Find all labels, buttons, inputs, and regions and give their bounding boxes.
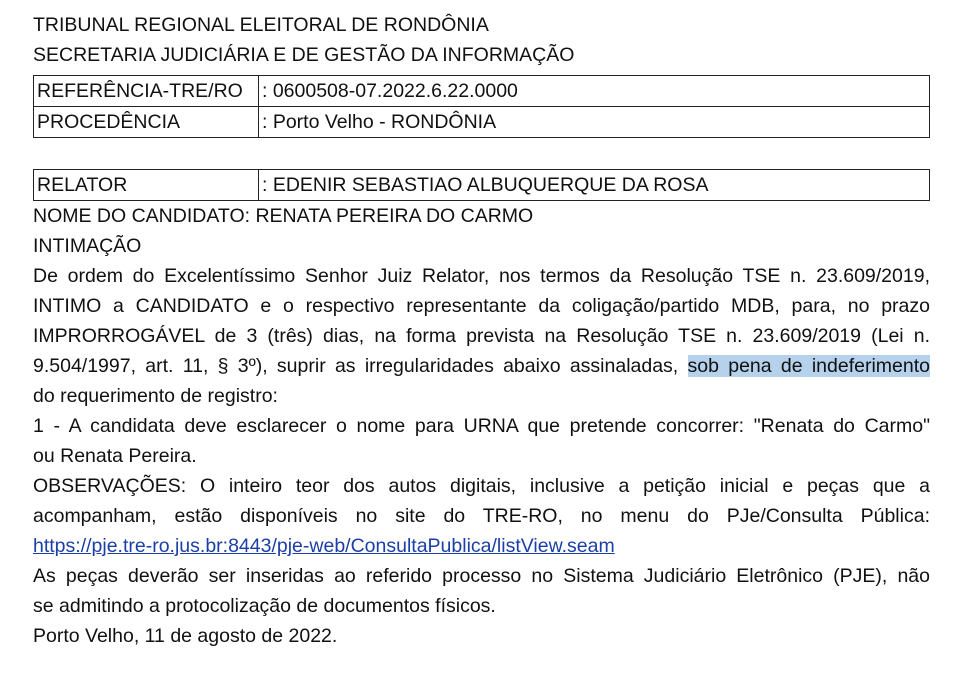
table-row (34, 107, 930, 138)
table-row (34, 170, 930, 201)
intimation-body (33, 261, 930, 411)
item-1 (33, 411, 930, 471)
documents-note (33, 561, 930, 621)
rapporteur-label: RELATOR (34, 170, 259, 201)
note-line: As peças deverão ser inseridas ao referido processo no Sistema Judiciário Eletrônico (PJE), não (33, 565, 930, 587)
highlighted-text[interactable]: sob pena de indeferimento (687, 355, 930, 377)
body-line: INTIMO a CANDIDATO e o respectivo representante da coligação/partido MDB, para, no prazo (33, 295, 930, 317)
body-line: IMPRORROGÁVEL de 3 (três) dias, na forma prevista na Resolução TSE n. 23.609/2019 (Lei n. (33, 325, 930, 347)
obs-line: OBSERVAÇÕES: O inteiro teor dos autos digitais, inclusive a petição inicial e peças que a (33, 475, 930, 497)
candidate-name: NOME DO CANDIDATO: RENATA PEREIRA DO CARMO (33, 205, 534, 227)
body-text: 9.504/1997, art. 11, § 3º), suprir as irregularidades abaixo assinaladas, (33, 355, 679, 377)
note-line: se admitindo a protocolização de documentos físicos. (33, 595, 496, 617)
observations (33, 471, 930, 561)
body-line: De ordem do Excelentíssimo Senhor Juiz Relator, nos termos da Resolução TSE n. 23.609/2019, (33, 265, 930, 287)
document (33, 10, 930, 651)
date-line: Porto Velho, 11 de agosto de 2022. (33, 625, 338, 647)
item-line: ou Renata Pereira. (33, 445, 197, 467)
rapporteur-value: : EDENIR SEBASTIAO ALBUQUERQUE DA ROSA (259, 170, 930, 201)
origin-value: : Porto Velho - RONDÔNIA (259, 107, 930, 138)
intimation-heading: INTIMAÇÃO (33, 235, 142, 257)
body-line (33, 351, 930, 381)
item-line: 1 - A candidata deve esclarecer o nome para URNA que pretende concorrer: "Renata do Carmo" (33, 415, 930, 437)
origin-label: PROCEDÊNCIA (34, 107, 259, 138)
table-row (34, 76, 930, 107)
court-name: TRIBUNAL REGIONAL ELEITORAL DE RONDÔNIA (33, 14, 489, 36)
secretariat-name: SECRETARIA JUDICIÁRIA E DE GESTÃO DA INFORMAÇÃO (33, 44, 575, 66)
obs-line: acompanham, estão disponíveis no site do TRE-RO, no menu do PJe/Consulta Pública: (33, 505, 930, 527)
reference-value: : 0600508-07.2022.6.22.0000 (259, 76, 930, 107)
obs-line (33, 531, 930, 561)
consulta-publica-link[interactable]: https://pje.tre-ro.jus.br:8443/pje-web/ConsultaPublica/listView.seam (33, 535, 615, 557)
rapporteur-table (33, 169, 930, 201)
body-line: do requerimento de registro: (33, 385, 278, 407)
reference-table (33, 75, 930, 138)
reference-label: REFERÊNCIA-TRE/RO (34, 76, 259, 107)
